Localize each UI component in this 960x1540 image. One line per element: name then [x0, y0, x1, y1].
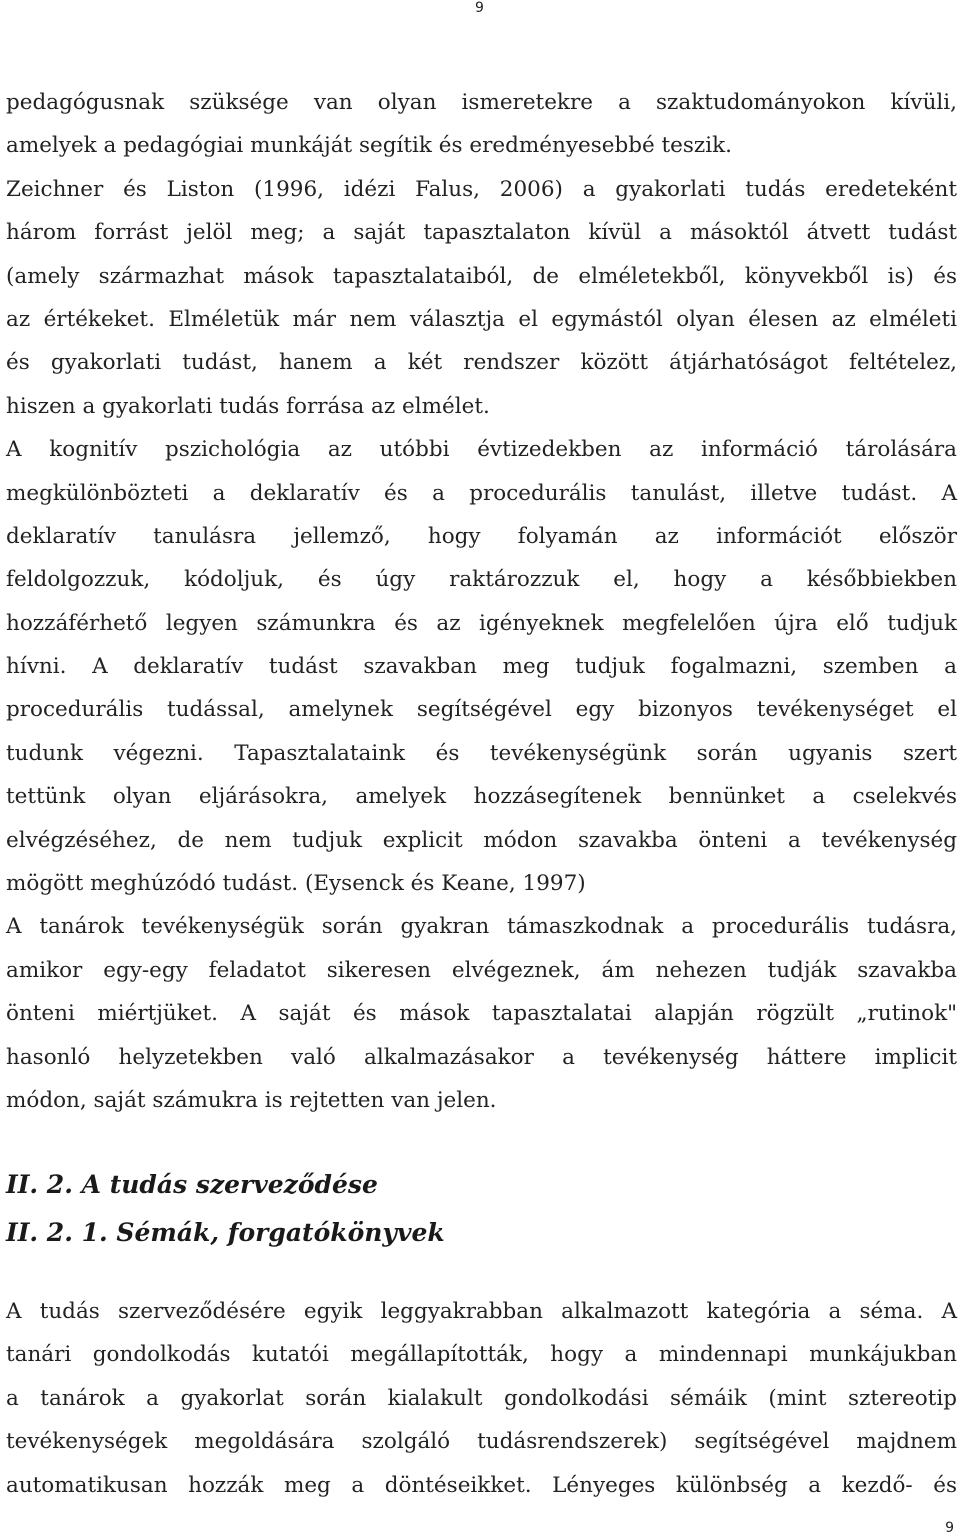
- text-line: hiszen a gyakorlati tudás forrása az elmélet.: [6, 393, 490, 419]
- text-line: Zeichner és Liston (1996, idézi Falus, 2006) a gyakorlati tudás eredeteként: [6, 176, 957, 202]
- text-line: procedurális tudással, amelynek segítségével egy bizonyos tevékenységet el: [6, 697, 957, 723]
- text-line: A tudás szerveződésére egyik leggyakrabban alkalmazott kategória a séma. A: [6, 1299, 957, 1324]
- page-number-top: 9: [475, 0, 484, 16]
- text-line: elvégzéséhez, de nem tudjuk explicit módon szavakba önteni a tevékenység: [6, 827, 957, 853]
- text-line: a tanárok a gyakorlat során kialakult gondolkodási sémáik (mint sztereotip: [6, 1385, 957, 1411]
- text-line: pedagógusnak szüksége van olyan ismeretekre a szaktudományokon kívüli,: [6, 90, 957, 115]
- text-line: megkülönbözteti a deklaratív és a procedurális tanulást, illetve tudást. A: [6, 480, 957, 506]
- text-line: önteni miértjüket. A saját és mások tapasztalatai alapján rögzült „rutinok": [6, 1001, 957, 1027]
- text-line: amikor egy-egy feladatot sikeresen elvégeznek, ám nehezen tudják szavakba: [6, 957, 957, 983]
- text-line: módon, saját számukra is rejtetten van jelen.: [6, 1087, 497, 1113]
- text-line: hívni. A deklaratív tudást szavakban meg tudjuk fogalmazni, szemben a: [6, 654, 957, 680]
- section-text: [6, 1290, 957, 1507]
- text-line: (amely származhat mások tapasztalataiból, de elméletekből, könyvekből is) és: [6, 263, 957, 289]
- page-header: [0, 0, 960, 20]
- body-text: [6, 81, 957, 1122]
- text-line: három forrást jelöl meg; a saját tapasztalaton kívül a másoktól átvett tudást: [6, 220, 957, 246]
- text-line: automatikusan hozzák meg a döntéseikket. Lényeges különbség a kezdő- és: [6, 1472, 957, 1498]
- text-line: hozzáférhető legyen számunkra és az igényeknek megfelelően újra elő tudjuk: [6, 610, 957, 636]
- text-line: mögött meghúzódó tudást. (Eysenck és Keane, 1997): [6, 871, 586, 897]
- text-line: az értékeket. Elméletük már nem választja el egymástól olyan élesen az elméleti: [6, 306, 957, 332]
- text-line: és gyakorlati tudást, hanem a két rendszer között átjárhatóságot feltételez,: [6, 350, 957, 376]
- text-line: deklaratív tanulásra jellemző, hogy folyamán az információt először: [6, 523, 957, 549]
- text-line: A tanárok tevékenységük során gyakran támaszkodnak a procedurális tudásra,: [6, 914, 957, 940]
- subsection-heading: II. 2. 1. Sémák, forgatókönyvek: [6, 1218, 445, 1247]
- text-line: amelyek a pedagógiai munkáját segítik és eredményesebbé teszik.: [6, 133, 733, 159]
- text-line: tevékenységek megoldására szolgáló tudásrendszerek) segítségével majdnem: [6, 1429, 957, 1455]
- text-line: feldolgozzuk, kódoljuk, és úgy raktározzuk el, hogy a későbbiekben: [6, 567, 957, 593]
- text-line: tudunk végezni. Tapasztalataink és tevékenységünk során ugyanis szert: [6, 740, 957, 766]
- text-line: tettünk olyan eljárásokra, amelyek hozzásegítenek bennünket a cselekvés: [6, 784, 957, 810]
- text-line: A kognitív pszichológia az utóbbi évtizedekben az információ tárolására: [6, 437, 957, 463]
- section-heading: II. 2. A tudás szerveződése: [6, 1170, 378, 1199]
- text-line: tanári gondolkodás kutatói megállapították, hogy a mindennapi munkájukban: [6, 1342, 957, 1368]
- page-number-bottom: 9: [945, 1520, 954, 1536]
- text-line: hasonló helyzetekben való alkalmazásakor a tevékenység háttere implicit: [6, 1044, 957, 1070]
